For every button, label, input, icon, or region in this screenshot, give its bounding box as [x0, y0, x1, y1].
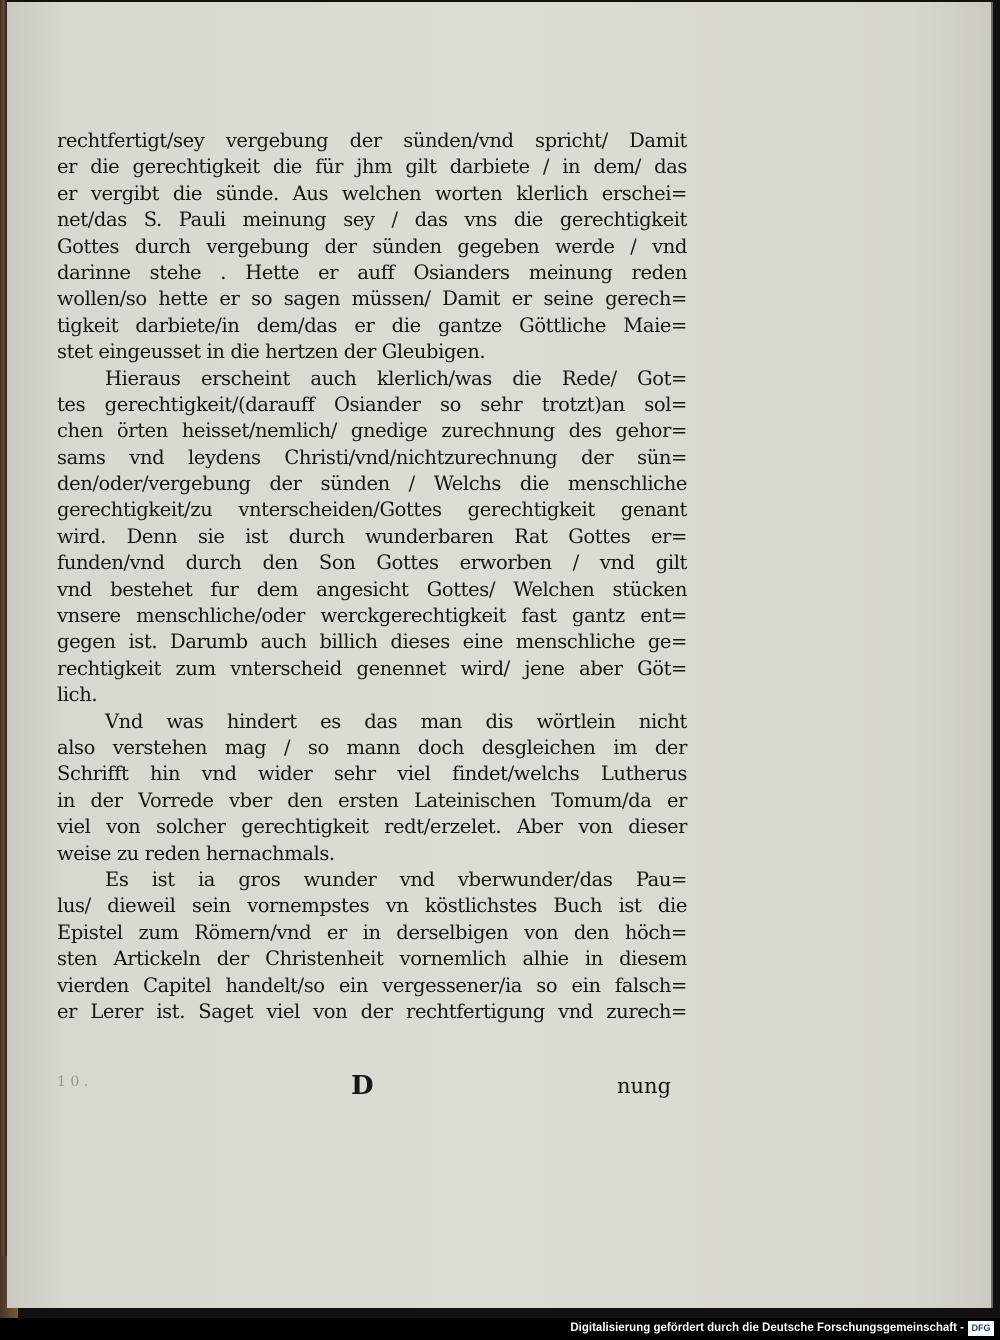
text-line: vnd bestehet fur dem angesicht Gottes/ Welchen stücken [57, 577, 687, 601]
text-line: er vergibt die sünde. Aus welchen worten klerlich erschei= [57, 181, 687, 205]
text-line: tes gerechtigkeit/(darauff Osiander so sehr trotzt)an sol= [57, 392, 687, 416]
footer-bar [0, 1318, 1000, 1340]
text-line: lich. [57, 683, 98, 707]
text-line: er Lerer ist. Saget viel von der rechtfertigung vnd zurech= [57, 999, 687, 1023]
funding-credit: Digitalisierung gefördert durch die Deutsche Forschungsgemeinschaft - [570, 1322, 964, 1334]
text-line: Epistel zum Römern/vnd er in derselbigen von den höch= [57, 920, 687, 944]
text-line: vierden Capitel handelt/so ein vergessener/ia so ein falsch= [57, 973, 687, 997]
text-line: wollen/so hette er so sagen müssen/ Damit er seine gerech= [57, 287, 687, 311]
text-line: Hieraus erscheint auch klerlich/was die Rede/ Got= [105, 366, 687, 390]
text-line: Gottes durch vergebung der sünden gegeben werde / vnd [57, 234, 687, 258]
text-line: sams vnd leydens Christi/vnd/nichtzurechnung der sün= [57, 445, 687, 469]
text-line: in der Vorrede vber den ersten Lateinischen Tomum/da er [57, 788, 687, 812]
text-line: den/oder/vergebung der sünden / Welchs die menschliche [57, 472, 687, 496]
text-line: gegen ist. Darumb auch billich dieses eine menschliche ge= [57, 630, 687, 654]
text-line: stet eingeusset in die hertzen der Gleubigen. [57, 340, 486, 364]
page-paper [7, 2, 993, 1308]
catchword: nung [617, 1074, 672, 1098]
text-line: chen örten heisset/nemlich/ gnedige zurechnung des gehor= [57, 419, 687, 443]
text-line: er die gerechtigkeit die für jhm gilt darbiete / in dem/ das [57, 155, 687, 179]
signature-mark: D [351, 1071, 374, 1101]
text-line: Es ist ia gros wunder vnd vberwunder/das Pau= [105, 867, 687, 891]
text-line: lus/ dieweil sein vornempstes vn köstlichstes Buch ist die [57, 894, 687, 918]
text-line: sten Artickeln der Christenheit vornemlich alhie in diesem [57, 947, 687, 971]
text-line: Vnd was hindert es das man dis wörtlein nicht [105, 709, 687, 733]
text-block [57, 128, 687, 1025]
dfg-logo-icon: DFG [968, 1321, 994, 1336]
text-line: rechtigkeit zum vnterscheid genennet wird/ jene aber Göt= [57, 656, 687, 680]
text-line: vnsere menschliche/oder werckgerechtigkeit fast gantz ent= [57, 604, 687, 628]
text-line: Schrifft hin vnd wider sehr viel findet/welchs Lutherus [57, 762, 687, 786]
text-line: viel von solcher gerechtigkeit redt/erzelet. Aber von dieser [57, 815, 687, 839]
text-line: tigkeit darbiete/in dem/das er die gantze Göttliche Maie= [57, 313, 687, 337]
text-line: funden/vnd durch den Son Gottes erworben / vnd gilt [57, 551, 687, 575]
text-line: net/das S. Pauli meinung sey / das vns die gerechtigkeit [57, 208, 687, 232]
text-line: also verstehen mag / so mann doch desgleichen im der [57, 735, 687, 759]
text-line: gerechtigkeit/zu vnterscheiden/Gottes gerechtigkeit genant [57, 498, 687, 522]
text-line: weise zu reden hernachmals. [57, 841, 335, 865]
book-cover-edge [0, 0, 7, 1318]
text-line: rechtfertigt/sey vergebung der sünden/vnd spricht/ Damit [57, 129, 687, 152]
text-line: wird. Denn sie ist durch wunderbaren Rat Gottes er= [57, 524, 687, 548]
text-line: darinne stehe . Hette er auff Osianders meinung reden [57, 260, 687, 284]
stray-page-mark: 1 0 . [57, 1074, 89, 1090]
